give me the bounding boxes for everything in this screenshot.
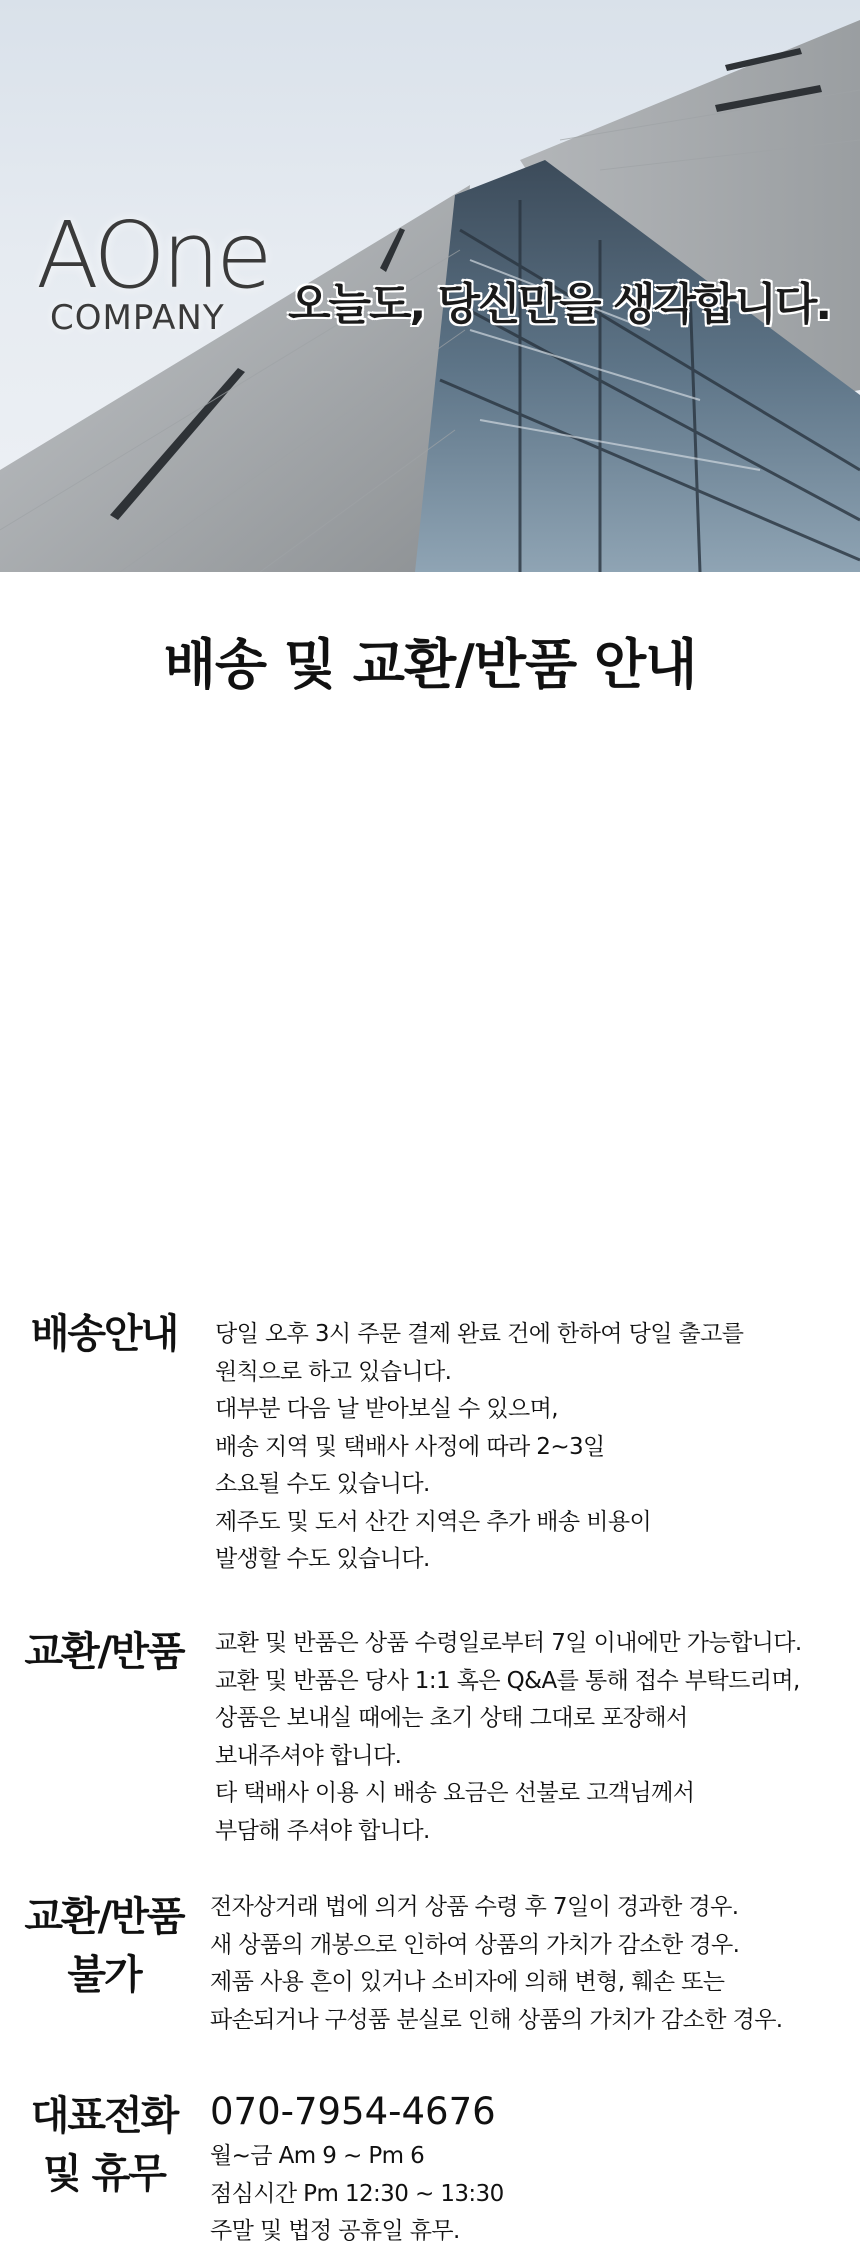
body-line: 당일 오후 3시 주문 결제 완료 건에 한하여 당일 출고를 (215, 1321, 744, 1347)
body-line: 배송 지역 및 택배사 사정에 따라 2~3일 (215, 1433, 605, 1460)
section-body (215, 1625, 802, 1850)
phone-number: 070-7954-4676 (210, 2090, 496, 2133)
body-line: 월~금 Am 9 ~ Pm 6 (210, 2143, 425, 2169)
body-line: 제품 사용 흔이 있거나 소비자에 의해 변형, 훼손 또는 (210, 1969, 725, 1995)
body-line: 주말 및 법정 공휴일 휴무. (210, 2218, 460, 2244)
company-logo (36, 202, 276, 338)
body-line: 부담해 주셔야 합니다. (215, 1817, 430, 1844)
body-line: 파손되거나 구성품 분실로 인해 상품의 가치가 감소한 경우. (210, 2006, 783, 2033)
section-label: 교환/반품 (24, 1629, 184, 1675)
section-label: 배송안내 (30, 1311, 178, 1357)
body-line: 전자상거래 법에 의거 상품 수령 후 7일이 경과한 경우. (210, 1894, 739, 1920)
body-line: 원칙으로 하고 있습니다. (215, 1358, 452, 1385)
hero-slogan: 오늘도, 당신만을 생각합니다. (288, 279, 831, 330)
body-line: 발생할 수도 있습니다. (215, 1546, 430, 1572)
section-body (215, 1316, 743, 1579)
body-line: 소요될 수도 있습니다. (215, 1471, 430, 1497)
body-line: 상품은 보내실 때에는 초기 상태 그대로 포장해서 (215, 1705, 688, 1731)
body-line: 점심시간 Pm 12:30 ~ 13:30 (210, 2180, 504, 2207)
body-line: 교환 및 반품은 당사 1:1 혹은 Q&A를 통해 접수 부탁드리며, (215, 1667, 800, 1694)
hero-banner (0, 0, 860, 572)
logo-wordmark: AOne (36, 202, 269, 309)
logo-subtitle: COMPANY (50, 298, 225, 338)
section-body (210, 2086, 504, 2251)
body-line: 제주도 및 도서 산간 지역은 추가 배송 비용이 (215, 1508, 652, 1535)
body-line: 교환 및 반품은 상품 수령일로부터 7일 이내에만 가능합니다. (215, 1630, 802, 1656)
body-line: 보내주셔야 합니다. (215, 1742, 402, 1769)
section-label: 교환/반품 불가 (24, 1894, 184, 1998)
page-title: 배송 및 교환/반품 안내 (163, 633, 697, 696)
section-label: 대표전화 및 휴무 (30, 2093, 178, 2197)
body-line: 타 택배사 이용 시 배송 요금은 선불로 고객님께서 (215, 1780, 695, 1806)
body-line: 새 상품의 개봉으로 인하여 상품의 가치가 감소한 경우. (210, 1931, 740, 1958)
body-line: 대부분 다음 날 받아보실 수 있으며, (215, 1396, 558, 1422)
section-body (210, 1889, 783, 2039)
